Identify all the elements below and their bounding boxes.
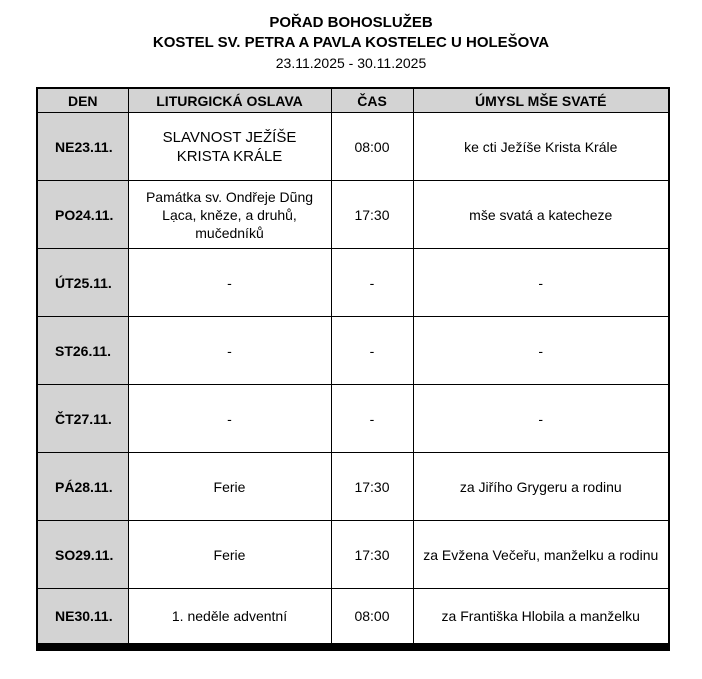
day-inner [46, 274, 120, 292]
schedule-table-wrap [36, 87, 668, 651]
day-abbr: ST [55, 342, 73, 359]
intention-cell: za Františka Hlobila a manželku [413, 589, 669, 647]
document-header [0, 0, 702, 73]
time-cell: 17:30 [331, 181, 413, 249]
intention-cell: za Jiřího Grygeru a rodinu [413, 453, 669, 521]
day-inner [46, 478, 120, 496]
day-cell [37, 589, 128, 647]
table-header-row [37, 88, 669, 113]
day-date: 26.11. [72, 342, 112, 359]
column-header-liturgicka-oslava: LITURGICKÁ OSLAVA [128, 88, 331, 113]
date-range: 23.11.2025 - 30.11.2025 [275, 55, 427, 71]
day-abbr: ÚT [55, 274, 74, 291]
liturgy-cell: Památka sv. Ondřeje Dũng Lạca, kněze, a druhů, mučedníků [128, 181, 331, 249]
time-cell: 08:00 [331, 589, 413, 647]
table-row [37, 589, 669, 647]
day-abbr: NE [55, 607, 75, 624]
intention-cell: za Evžena Večeřu, manželku a rodinu [413, 521, 669, 589]
column-header-den: DEN [37, 88, 128, 113]
intention-cell: - [413, 249, 669, 317]
time-cell: - [331, 317, 413, 385]
day-date: 23.11. [74, 138, 113, 155]
day-date: 28.11. [74, 478, 113, 495]
day-date: 29.11. [75, 546, 114, 563]
day-inner [46, 546, 120, 564]
intention-cell: - [413, 385, 669, 453]
day-cell [37, 113, 128, 181]
time-cell: 17:30 [331, 453, 413, 521]
day-cell [37, 249, 128, 317]
day-date: 24.11. [75, 206, 114, 223]
schedule-table [36, 87, 670, 651]
day-inner [46, 607, 120, 625]
liturgy-cell: Ferie [128, 521, 331, 589]
day-abbr: PO [55, 206, 76, 223]
table-row [37, 521, 669, 589]
table-row [37, 317, 669, 385]
day-inner [46, 410, 120, 428]
day-cell [37, 181, 128, 249]
column-header-cas: ČAS [331, 88, 413, 113]
day-inner [46, 342, 120, 360]
table-row [37, 113, 669, 181]
liturgy-cell: Ferie [128, 453, 331, 521]
day-cell [37, 317, 128, 385]
table-row [37, 385, 669, 453]
time-cell: 08:00 [331, 113, 413, 181]
day-abbr: ČT [55, 410, 74, 427]
day-abbr: NE [55, 138, 75, 155]
day-cell [37, 385, 128, 453]
day-abbr: SO [55, 546, 76, 563]
day-inner [46, 138, 120, 156]
table-row [37, 453, 669, 521]
intention-cell: ke cti Ježíše Krista Krále [413, 113, 669, 181]
column-header-umysl-mse-svate: ÚMYSL MŠE SVATÉ [413, 88, 669, 113]
liturgy-cell: SLAVNOST JEŽÍŠE KRISTA KRÁLE [128, 113, 331, 181]
page-subtitle: KOSTEL SV. PETRA A PAVLA KOSTELEC U HOLEŠOVA [152, 34, 550, 51]
table-row [37, 249, 669, 317]
time-cell: - [331, 385, 413, 453]
day-cell [37, 453, 128, 521]
day-abbr: PÁ [55, 478, 75, 495]
intention-cell: mše svatá a katecheze [413, 181, 669, 249]
time-cell: - [331, 249, 413, 317]
page-title: POŘAD BOHOSLUŽEB [269, 14, 433, 31]
liturgy-cell: 1. neděle adventní [128, 589, 331, 647]
liturgy-cell: - [128, 317, 331, 385]
day-cell [37, 521, 128, 589]
day-date: 27.11. [73, 410, 112, 427]
day-inner [46, 206, 120, 224]
intention-cell: - [413, 317, 669, 385]
liturgy-cell: - [128, 385, 331, 453]
day-date: 25.11. [73, 274, 112, 291]
day-date: 30.11. [74, 607, 113, 624]
time-cell: 17:30 [331, 521, 413, 589]
liturgy-cell: - [128, 249, 331, 317]
table-row [37, 181, 669, 249]
